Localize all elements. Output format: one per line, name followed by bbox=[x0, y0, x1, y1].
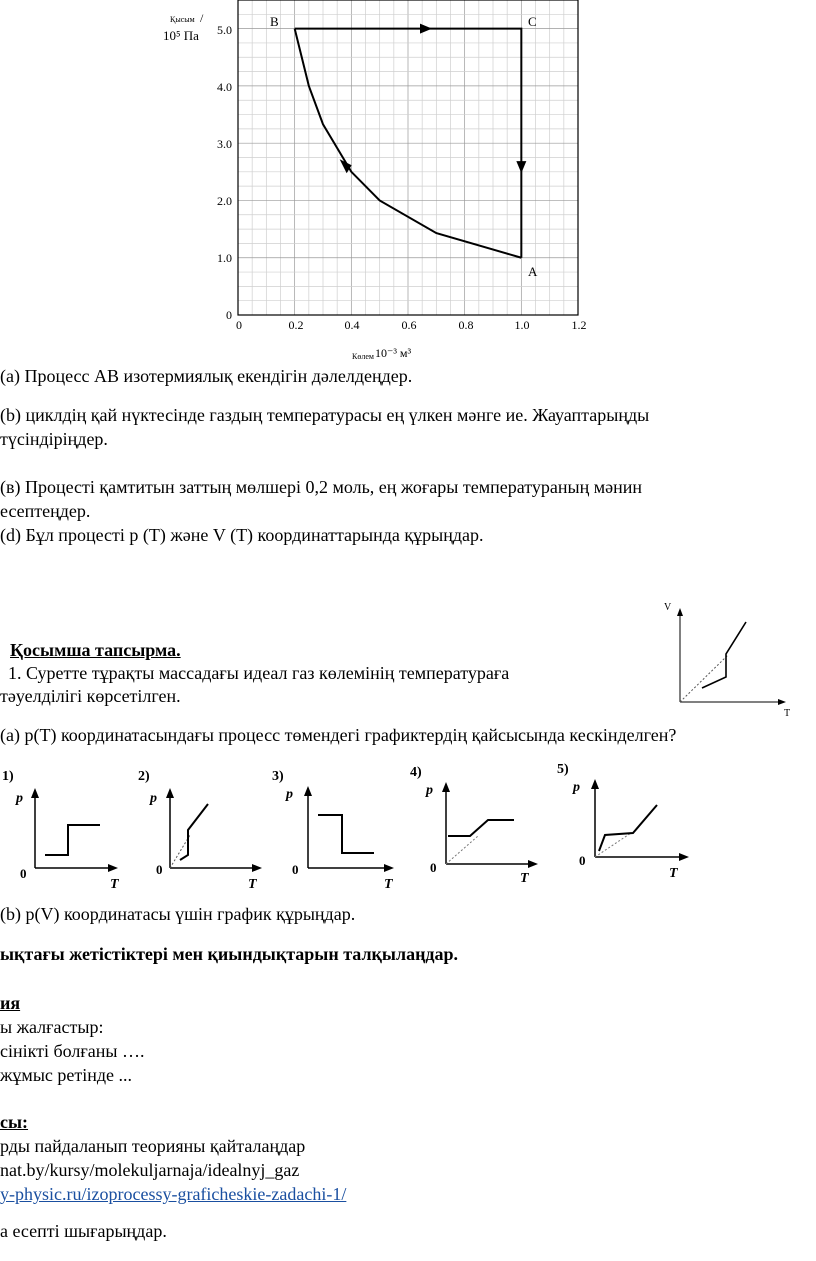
reflection-heading: ия bbox=[0, 993, 21, 1013]
option-origin: 0 bbox=[430, 860, 437, 875]
option-process-line bbox=[45, 825, 100, 855]
homework-line-1: рды пайдаланып теорияны қайталаңдар bbox=[0, 1136, 306, 1156]
vt-x-arrow bbox=[778, 699, 786, 705]
option-graph-3[interactable] bbox=[270, 760, 400, 890]
question-c-line2: есептеңдер. bbox=[0, 501, 91, 521]
y-tick: 4.0 bbox=[217, 80, 232, 94]
x-tick: 0.6 bbox=[401, 318, 417, 332]
option-t-label: T bbox=[110, 877, 119, 890]
homework-link-1[interactable]: nat.by/kursy/molekuljarnaja/idealnyj_gaz bbox=[0, 1160, 300, 1180]
extra-task-line2: тәуелділігі көрсетілген. bbox=[0, 686, 181, 706]
extra-question-b: (b) р(V) координатасы үшін график құрыңдар. bbox=[0, 904, 356, 924]
option-y-arrow bbox=[591, 779, 599, 789]
homework-line-4: а есепті шығарыңдар. bbox=[0, 1221, 167, 1241]
extra-task-line1: 1. Суретте тұрақты массадағы идеал газ көлемінің температураға bbox=[8, 663, 510, 683]
option-number: 3) bbox=[272, 769, 284, 784]
extra-question-a: (a) р(Т) координатасындағы процесс төмендегі графиктердің қайсысында кескінделген? bbox=[0, 725, 677, 745]
option-x-arrow bbox=[252, 864, 262, 872]
option-process-line bbox=[180, 804, 208, 860]
y-axis-label-slash: / bbox=[200, 11, 204, 25]
option-number: 2) bbox=[138, 769, 150, 784]
point-label-a: A bbox=[528, 264, 538, 279]
option-y-arrow bbox=[31, 788, 39, 798]
arrow-ca bbox=[516, 161, 526, 173]
option-number: 4) bbox=[410, 765, 422, 780]
question-b-line2: түсіндіріңдер. bbox=[0, 429, 108, 449]
vt-y-arrow bbox=[677, 608, 683, 616]
vt-process-line bbox=[702, 622, 746, 688]
arrow-bc bbox=[420, 24, 432, 34]
question-a: (a) Процесс АВ изотермиялық екендігін дәлелдеңдер. bbox=[0, 366, 413, 386]
option-x-arrow bbox=[108, 864, 118, 872]
option-process-line bbox=[318, 815, 374, 853]
y-axis-label-word: Қысым bbox=[170, 15, 195, 24]
y-tick: 1.0 bbox=[217, 251, 232, 265]
x-axis-label-unit: 10⁻³ м³ bbox=[375, 346, 412, 360]
option-y-arrow bbox=[304, 786, 312, 796]
option-x-arrow bbox=[679, 853, 689, 861]
option-dashed-line bbox=[446, 836, 478, 864]
vt-graph bbox=[660, 598, 800, 718]
option-graph-5[interactable] bbox=[555, 755, 695, 885]
option-p-label: p bbox=[150, 791, 157, 806]
x-axis-label-word: Көлем bbox=[352, 352, 374, 361]
point-label-b: B bbox=[270, 14, 279, 29]
option-number: 5) bbox=[557, 762, 569, 777]
option-p-label: p bbox=[16, 791, 23, 806]
continue-line-2: сінікті болғаны …. bbox=[0, 1041, 145, 1061]
x-tick: 0.2 bbox=[288, 318, 304, 332]
option-t-label: T bbox=[384, 877, 393, 890]
option-x-arrow bbox=[528, 860, 538, 868]
discussion-heading: ықтағы жетістіктері мен қиындықтарын талқылаңдар. bbox=[0, 944, 459, 964]
option-p-label: p bbox=[426, 783, 433, 798]
point-label-c: C bbox=[528, 14, 537, 29]
option-process-line bbox=[599, 805, 657, 851]
cycle-lines bbox=[295, 24, 527, 258]
extra-task-title: Қосымша тапсырма. bbox=[10, 640, 181, 660]
option-t-label: T bbox=[248, 877, 257, 890]
option-p-label: p bbox=[286, 787, 293, 802]
y-tick: 0 bbox=[226, 308, 232, 322]
x-tick: 1.0 bbox=[514, 318, 530, 332]
x-tick: 0 bbox=[236, 318, 242, 332]
option-p-label: p bbox=[573, 780, 580, 795]
option-graph-4[interactable] bbox=[408, 760, 548, 890]
option-process-line bbox=[448, 820, 514, 836]
pv-cycle-chart bbox=[150, 0, 610, 370]
vt-dashed-line bbox=[680, 655, 728, 702]
vt-v-label: V bbox=[664, 602, 672, 613]
option-origin: 0 bbox=[156, 862, 163, 877]
option-graph-1[interactable] bbox=[0, 760, 120, 890]
x-tick: 0.4 bbox=[344, 318, 360, 332]
x-tick: 1.2 bbox=[571, 318, 587, 332]
vt-t-label: T bbox=[784, 708, 791, 718]
chart-grid bbox=[238, 0, 578, 315]
question-d: (d) Бұл процесті р (Т) және V (Т) координаттарында құрыңдар. bbox=[0, 525, 484, 545]
question-c-line1: (в) Процесті қамтитын заттың мөлшері 0,2 моль, ең жоғары температураның мәнин bbox=[0, 477, 643, 497]
y-tick: 3.0 bbox=[217, 137, 232, 151]
option-number: 1) bbox=[2, 769, 14, 784]
homework-link-2[interactable]: y-physic.ru/izoprocessy-graficheskie-zadachi-1/ bbox=[0, 1184, 347, 1204]
y-tick: 5.0 bbox=[217, 23, 232, 37]
option-graph-2[interactable] bbox=[138, 760, 268, 890]
continue-line-3: жұмыс ретінде ... bbox=[0, 1065, 133, 1085]
option-y-arrow bbox=[442, 782, 450, 792]
option-origin: 0 bbox=[292, 862, 299, 877]
y-axis-label-unit: 10⁵ Па bbox=[163, 28, 199, 43]
y-tick: 2.0 bbox=[217, 194, 232, 208]
homework-heading: сы: bbox=[0, 1112, 29, 1132]
option-origin: 0 bbox=[579, 853, 586, 868]
option-origin: 0 bbox=[20, 866, 27, 881]
option-x-arrow bbox=[384, 864, 394, 872]
option-y-arrow bbox=[166, 788, 174, 798]
question-b-line1: (b) циклдің қай нүктесінде газдың температурасы ең үлкен мәнге ие. Жауаптарыңды bbox=[0, 405, 650, 425]
x-tick: 0.8 bbox=[458, 318, 474, 332]
continue-line-1: ы жалғастыр: bbox=[0, 1017, 104, 1037]
option-t-label: T bbox=[520, 871, 529, 886]
option-t-label: T bbox=[669, 866, 678, 881]
